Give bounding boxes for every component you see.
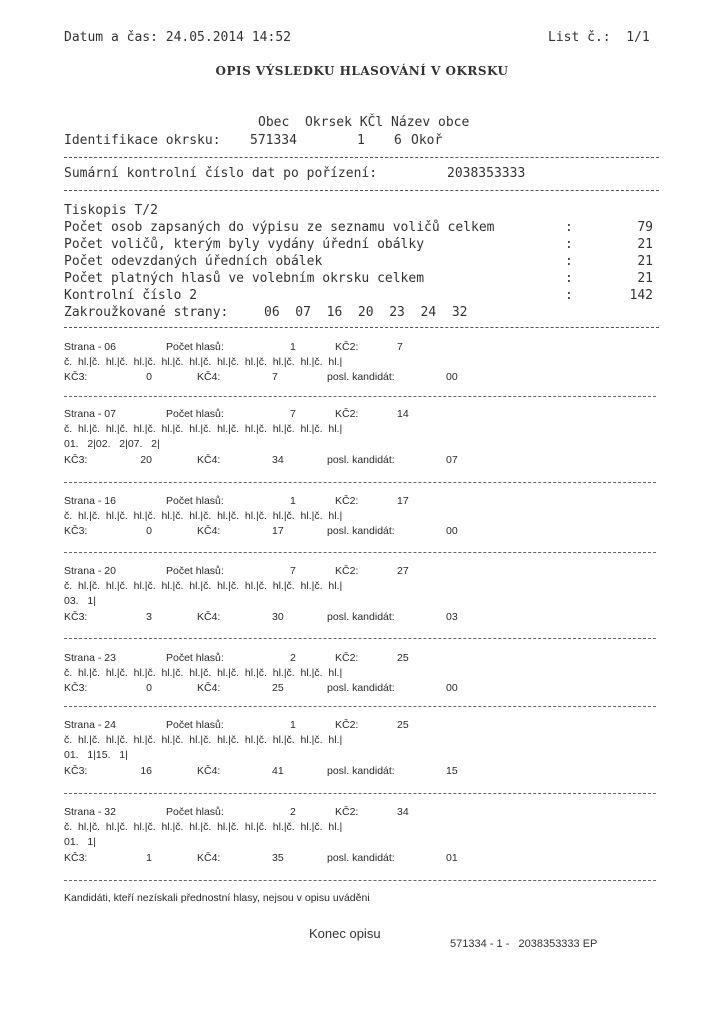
party-control-row [0,611,724,625]
votes-label: Počet hlasů: [166,341,224,353]
votes-label: Počet hlasů: [166,806,224,818]
control-sum-label: Sumární kontrolní číslo dat po pořízení: [64,166,378,181]
last-candidate-value: 00 [446,371,458,383]
circled-parties-values: 06 07 16 20 23 24 32 [264,305,468,320]
votes-label: Počet hlasů: [166,652,224,664]
kc2-label: KČ2: [335,408,359,420]
preferential-votes: 01. 2|02. 2|07. 2| [64,438,160,450]
divider [64,880,656,881]
last-candidate-label: posl. kandidát: [327,852,395,864]
summary-colon: : [565,237,573,252]
column-header: č. hl.|č. hl.|č. hl.|č. hl.|č. hl.|č. hl.|č. hl.|č. hl.|č. hl.|č. hl.| [64,580,343,592]
party-control-row [0,454,724,468]
party-header-row [0,565,724,579]
identification-label: Identifikace okrsku: [64,133,221,148]
summary-label: Počet odevzdaných úředních obálek [64,254,323,269]
kc3-value: 1 [146,852,152,864]
summary-row [0,220,724,234]
okrsek-number: 1 [357,133,365,148]
last-candidate-value: 03 [446,611,458,623]
page-title: OPIS VÝSLEDKU HLASOVÁNÍ V OKRSKU [215,64,509,78]
kc2-label: KČ2: [335,719,359,731]
last-candidate-value: 00 [446,682,458,694]
identification-col-headers: Obec Okrsek KČl Název obce [258,115,470,130]
summary-label: Počet osob zapsaných do výpisu ze seznamu voličů celkem [64,220,495,235]
footer-note: Kandidáti, kteří nezískali přednostní hlasy, nejsou v opisu uváděni [64,892,370,904]
votes-label: Počet hlasů: [166,408,224,420]
kc4-value: 34 [272,454,284,466]
kcl-number: 6 [394,133,402,148]
kc2-value: 25 [397,652,409,664]
column-header: č. hl.|č. hl.|č. hl.|č. hl.|č. hl.|č. hl.|č. hl.|č. hl.|č. hl.|č. hl.| [64,510,343,522]
preferential-votes-row [0,595,724,609]
summary-label: Kontrolní číslo 2 [64,288,198,303]
party-number: Strana - 24 [64,719,116,731]
party-control-row [0,371,724,385]
divider [64,552,656,553]
party-number: Strana - 32 [64,806,116,818]
votes-value: 1 [290,341,296,353]
kc4-label: KČ4: [197,454,221,466]
votes-value: 2 [290,652,296,664]
votes-value: 7 [290,565,296,577]
kc4-label: KČ4: [197,371,221,383]
control-sum-value: 2038353333 [447,166,526,181]
summary-row [0,237,724,251]
kc4-label: KČ4: [197,852,221,864]
kc3-label: KČ3: [64,611,88,623]
party-control-row [0,765,724,779]
divider [64,157,659,158]
kc4-label: KČ4: [197,611,221,623]
summary-colon: : [565,271,573,286]
votes-label: Počet hlasů: [166,565,224,577]
kc4-label: KČ4: [197,682,221,694]
divider [64,706,656,707]
datetime: Datum a čas: 24.05.2014 14:52 [64,30,291,45]
preferential-votes-header [0,821,724,835]
kc3-label: KČ3: [64,371,88,383]
kc3-value: 3 [146,611,152,623]
kc3-value: 0 [146,525,152,537]
divider [64,396,656,397]
divider [64,793,656,794]
kc3-label: KČ3: [64,852,88,864]
party-control-row [0,852,724,866]
party-header-row [0,408,724,422]
obec-name: Okoř [411,133,443,148]
party-header-row [0,652,724,666]
kc2-value: 27 [397,565,409,577]
preferential-votes-header [0,734,724,748]
kc2-value: 34 [397,806,409,818]
party-number: Strana - 16 [64,495,116,507]
kc4-value: 30 [272,611,284,623]
preferential-votes-header [0,356,724,370]
preferential-votes-header [0,580,724,594]
kc3-label: KČ3: [64,765,88,777]
divider [64,190,659,191]
last-candidate-label: posl. kandidát: [327,371,395,383]
kc2-value: 25 [397,719,409,731]
kc2-value: 17 [397,495,409,507]
last-candidate-label: posl. kandidát: [327,682,395,694]
preferential-votes-header [0,423,724,437]
summary-value: 21 [637,254,653,269]
last-candidate-label: posl. kandidát: [327,454,395,466]
column-header: č. hl.|č. hl.|č. hl.|č. hl.|č. hl.|č. hl.|č. hl.|č. hl.|č. hl.|č. hl.| [64,734,343,746]
party-header-row [0,719,724,733]
votes-value: 1 [290,719,296,731]
kc2-value: 7 [397,341,403,353]
preferential-votes: 01. 1| [64,836,96,848]
kc4-value: 17 [272,525,284,537]
votes-label: Počet hlasů: [166,495,224,507]
preferential-votes-row [0,749,724,763]
divider [64,638,656,639]
kc3-value: 0 [146,682,152,694]
party-number: Strana - 20 [64,565,116,577]
party-header-row [0,341,724,355]
preferential-votes-row [0,438,724,452]
summary-colon: : [565,254,573,269]
last-candidate-label: posl. kandidát: [327,525,395,537]
form-name: Tiskopis T/2 [64,203,158,218]
document-code: 571334 - 1 - 2038353333 EP [450,938,598,950]
kc2-label: KČ2: [335,652,359,664]
kc2-label: KČ2: [335,341,359,353]
summary-value: 21 [637,271,653,286]
column-header: č. hl.|č. hl.|č. hl.|č. hl.|č. hl.|č. hl.|č. hl.|č. hl.|č. hl.|č. hl.| [64,821,343,833]
summary-value: 21 [637,237,653,252]
votes-value: 7 [290,408,296,420]
kc2-label: KČ2: [335,565,359,577]
divider [64,327,659,328]
party-header-row [0,495,724,509]
summary-colon: : [565,288,573,303]
kc3-label: KČ3: [64,454,88,466]
preferential-votes: 03. 1| [64,595,96,607]
party-header-row [0,806,724,820]
party-control-row [0,525,724,539]
summary-row [0,288,724,302]
last-candidate-label: posl. kandidát: [327,765,395,777]
summary-colon: : [565,220,573,235]
end-of-report: Konec opisu [309,926,381,941]
preferential-votes-header [0,667,724,681]
kc4-label: KČ4: [197,525,221,537]
party-number: Strana - 23 [64,652,116,664]
kc4-value: 35 [272,852,284,864]
kc3-label: KČ3: [64,525,88,537]
votes-label: Počet hlasů: [166,719,224,731]
obec-code: 571334 [250,133,297,148]
summary-value: 142 [629,288,653,303]
party-number: Strana - 06 [64,341,116,353]
summary-label: Počet voličů, kterým byly vydány úřední obálky [64,237,425,252]
kc3-value: 20 [140,454,152,466]
kc4-value: 25 [272,682,284,694]
kc4-value: 7 [272,371,278,383]
kc3-label: KČ3: [64,682,88,694]
summary-row [0,271,724,285]
kc4-value: 41 [272,765,284,777]
votes-value: 2 [290,806,296,818]
preferential-votes-row [0,836,724,850]
votes-value: 1 [290,495,296,507]
column-header: č. hl.|č. hl.|č. hl.|č. hl.|č. hl.|č. hl.|č. hl.|č. hl.|č. hl.|č. hl.| [64,667,343,679]
party-control-row [0,682,724,696]
divider [64,482,656,483]
column-header: č. hl.|č. hl.|č. hl.|č. hl.|č. hl.|č. hl.|č. hl.|č. hl.|č. hl.|č. hl.| [64,423,343,435]
party-number: Strana - 07 [64,408,116,420]
kc2-label: KČ2: [335,806,359,818]
preferential-votes-header [0,510,724,524]
kc3-value: 16 [140,765,152,777]
last-candidate-value: 15 [446,765,458,777]
summary-value: 79 [637,220,653,235]
circled-parties-label: Zakroužkované strany: [64,305,229,320]
last-candidate-value: 01 [446,852,458,864]
kc2-value: 14 [397,408,409,420]
sheet-number: List č.: 1/1 [548,30,650,45]
summary-row [0,254,724,268]
preferential-votes: 01. 1|15. 1| [64,749,128,761]
summary-label: Počet platných hlasů ve volebním okrsku celkem [64,271,425,286]
kc2-label: KČ2: [335,495,359,507]
kc3-value: 0 [146,371,152,383]
last-candidate-label: posl. kandidát: [327,611,395,623]
last-candidate-value: 00 [446,525,458,537]
last-candidate-value: 07 [446,454,458,466]
kc4-label: KČ4: [197,765,221,777]
column-header: č. hl.|č. hl.|č. hl.|č. hl.|č. hl.|č. hl.|č. hl.|č. hl.|č. hl.|č. hl.| [64,356,343,368]
